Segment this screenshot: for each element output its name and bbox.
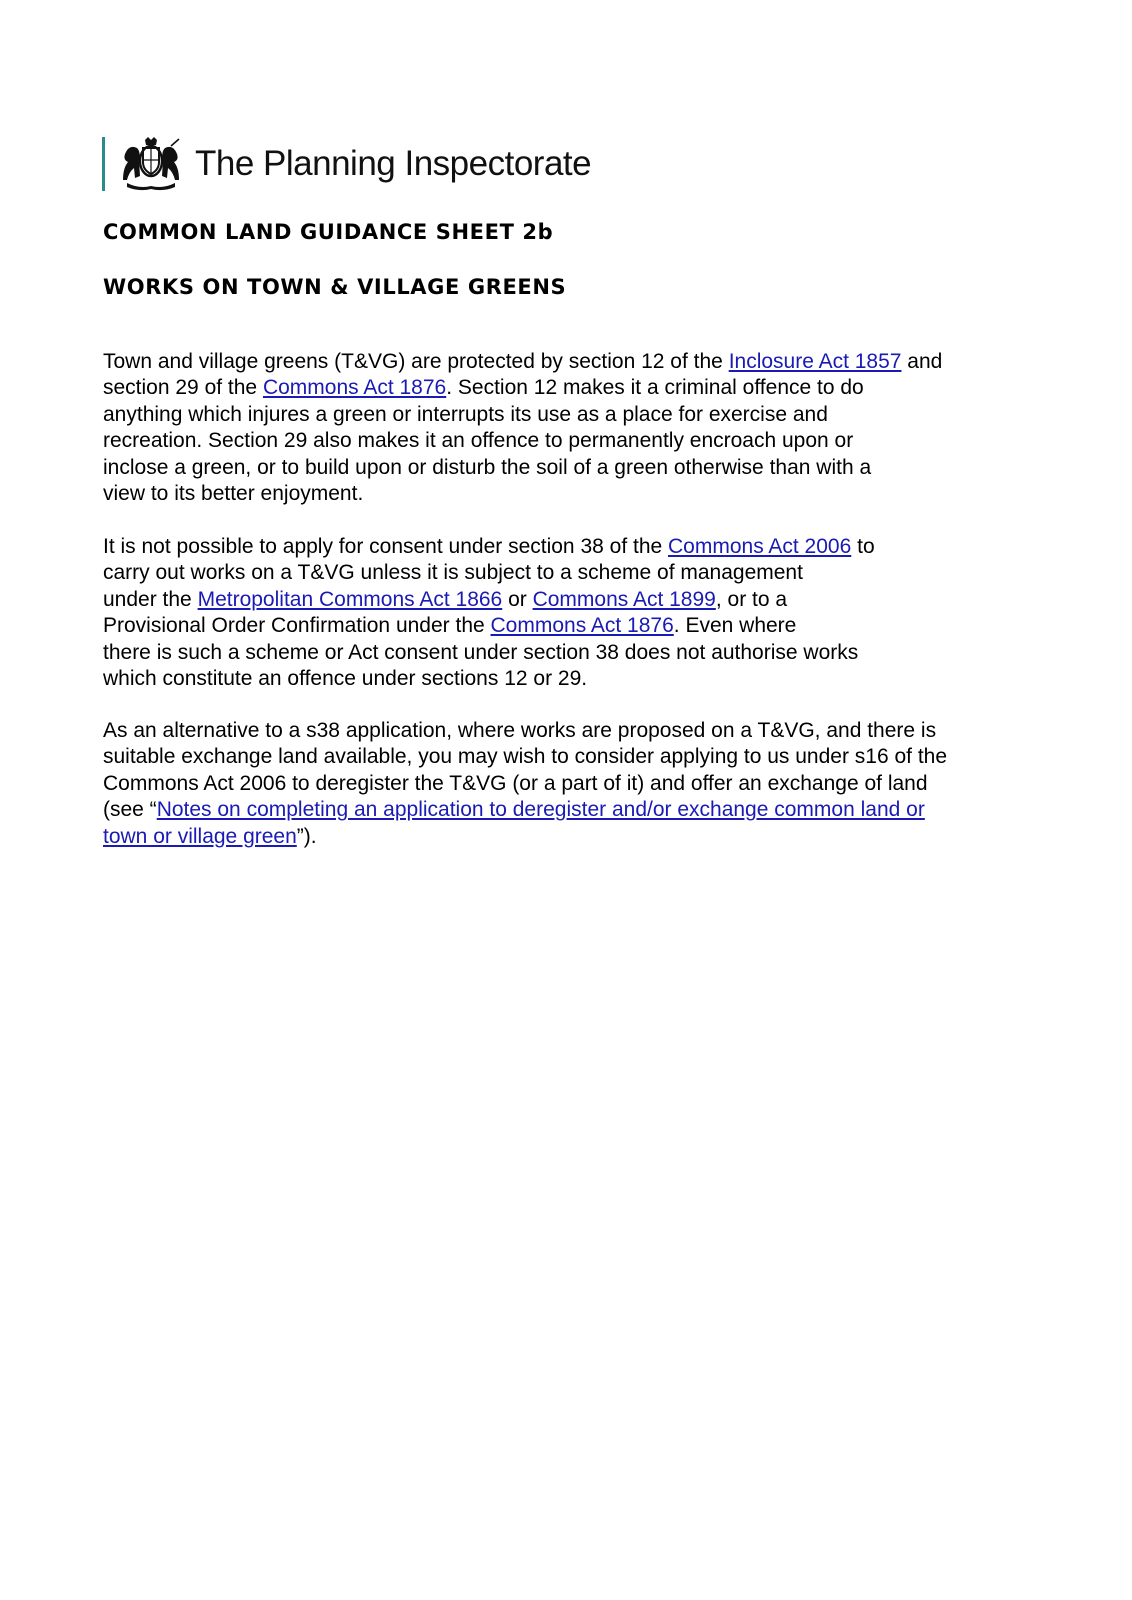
text-span: , or to a [715, 587, 788, 611]
paragraph-line [103, 824, 1033, 850]
paragraph-consent [103, 534, 1033, 692]
paragraph-protection [103, 349, 1033, 507]
text-span: It is not possible to apply for consent under section 38 of the [103, 535, 669, 558]
text-span: Provisional Order Confirmation under the [103, 614, 491, 638]
paragraph-line: there is such a scheme or Act consent under section 38 does not authorise works [103, 640, 859, 664]
link-commons-act-1876[interactable]: Commons Act 1876 [262, 376, 447, 400]
paragraph-line [103, 797, 1033, 823]
paragraph-line [103, 349, 1033, 375]
paragraph-line: recreation. Section 29 also makes it an offence to permanently encroach upon or [103, 429, 854, 453]
paragraph-line: suitable exchange land available, you may wish to consider applying to us under s16 of the [103, 745, 948, 769]
paragraph-line: anything which injures a green or interrupts its use as a place for exercise and [103, 402, 828, 426]
link-inclosure-act-1857[interactable]: Inclosure Act 1857 [728, 350, 902, 373]
paragraph-line [103, 375, 1033, 401]
text-span: and [901, 350, 943, 373]
text-span: . Even where [673, 614, 797, 638]
link-commons-act-1899[interactable]: Commons Act 1899 [532, 587, 716, 611]
text-span: ”). [296, 824, 317, 848]
text-span: . Section 12 makes it a criminal offence to do [446, 376, 864, 400]
paragraph-line: inclose a green, or to build upon or disturb the soil of a green otherwise than with a [103, 455, 872, 479]
text-span: (see “ [103, 798, 157, 822]
royal-coat-of-arms-icon [119, 136, 183, 192]
paragraph-line: view to its better enjoyment. [103, 482, 364, 506]
link-commons-act-1876[interactable]: Commons Act 1876 [490, 614, 674, 638]
link-deregister-notes[interactable]: Notes on completing an application to deregister and/or exchange common land or [156, 798, 925, 822]
paragraph-line [103, 587, 1033, 613]
paragraph-line: carry out works on a T&VG unless it is subject to a scheme of management [103, 561, 803, 585]
paragraph-line: As an alternative to a s38 application, where works are proposed on a T&VG, and there is [103, 719, 937, 742]
org-name: The Planning Inspectorate [195, 144, 592, 183]
document-subtitle: WORKS ON TOWN & VILLAGE GREENS [103, 275, 567, 299]
text-span: to [851, 535, 875, 558]
link-metropolitan-commons-act-1866[interactable]: Metropolitan Commons Act 1866 [197, 587, 503, 611]
document-title: COMMON LAND GUIDANCE SHEET 2b [103, 220, 554, 244]
paragraph-line [103, 534, 1033, 560]
link-deregister-notes-continued[interactable]: town or village green [103, 824, 297, 848]
logo-accent-bar [102, 137, 105, 191]
paragraph-line: which constitute an offence under sections 12 or 29. [103, 667, 588, 691]
link-commons-act-2006[interactable]: Commons Act 2006 [668, 535, 852, 558]
paragraph-line [103, 613, 1033, 639]
text-span: or [502, 587, 533, 611]
text-span: Town and village greens (T&VG) are protected by section 12 of the [103, 350, 729, 373]
paragraph-line: Commons Act 2006 to deregister the T&VG (or a part of it) and offer an exchange of land [103, 771, 928, 795]
header-logo [102, 136, 591, 192]
text-span: under the [103, 587, 198, 611]
paragraph-alternative [103, 718, 1033, 850]
text-span: section 29 of the [103, 376, 263, 400]
